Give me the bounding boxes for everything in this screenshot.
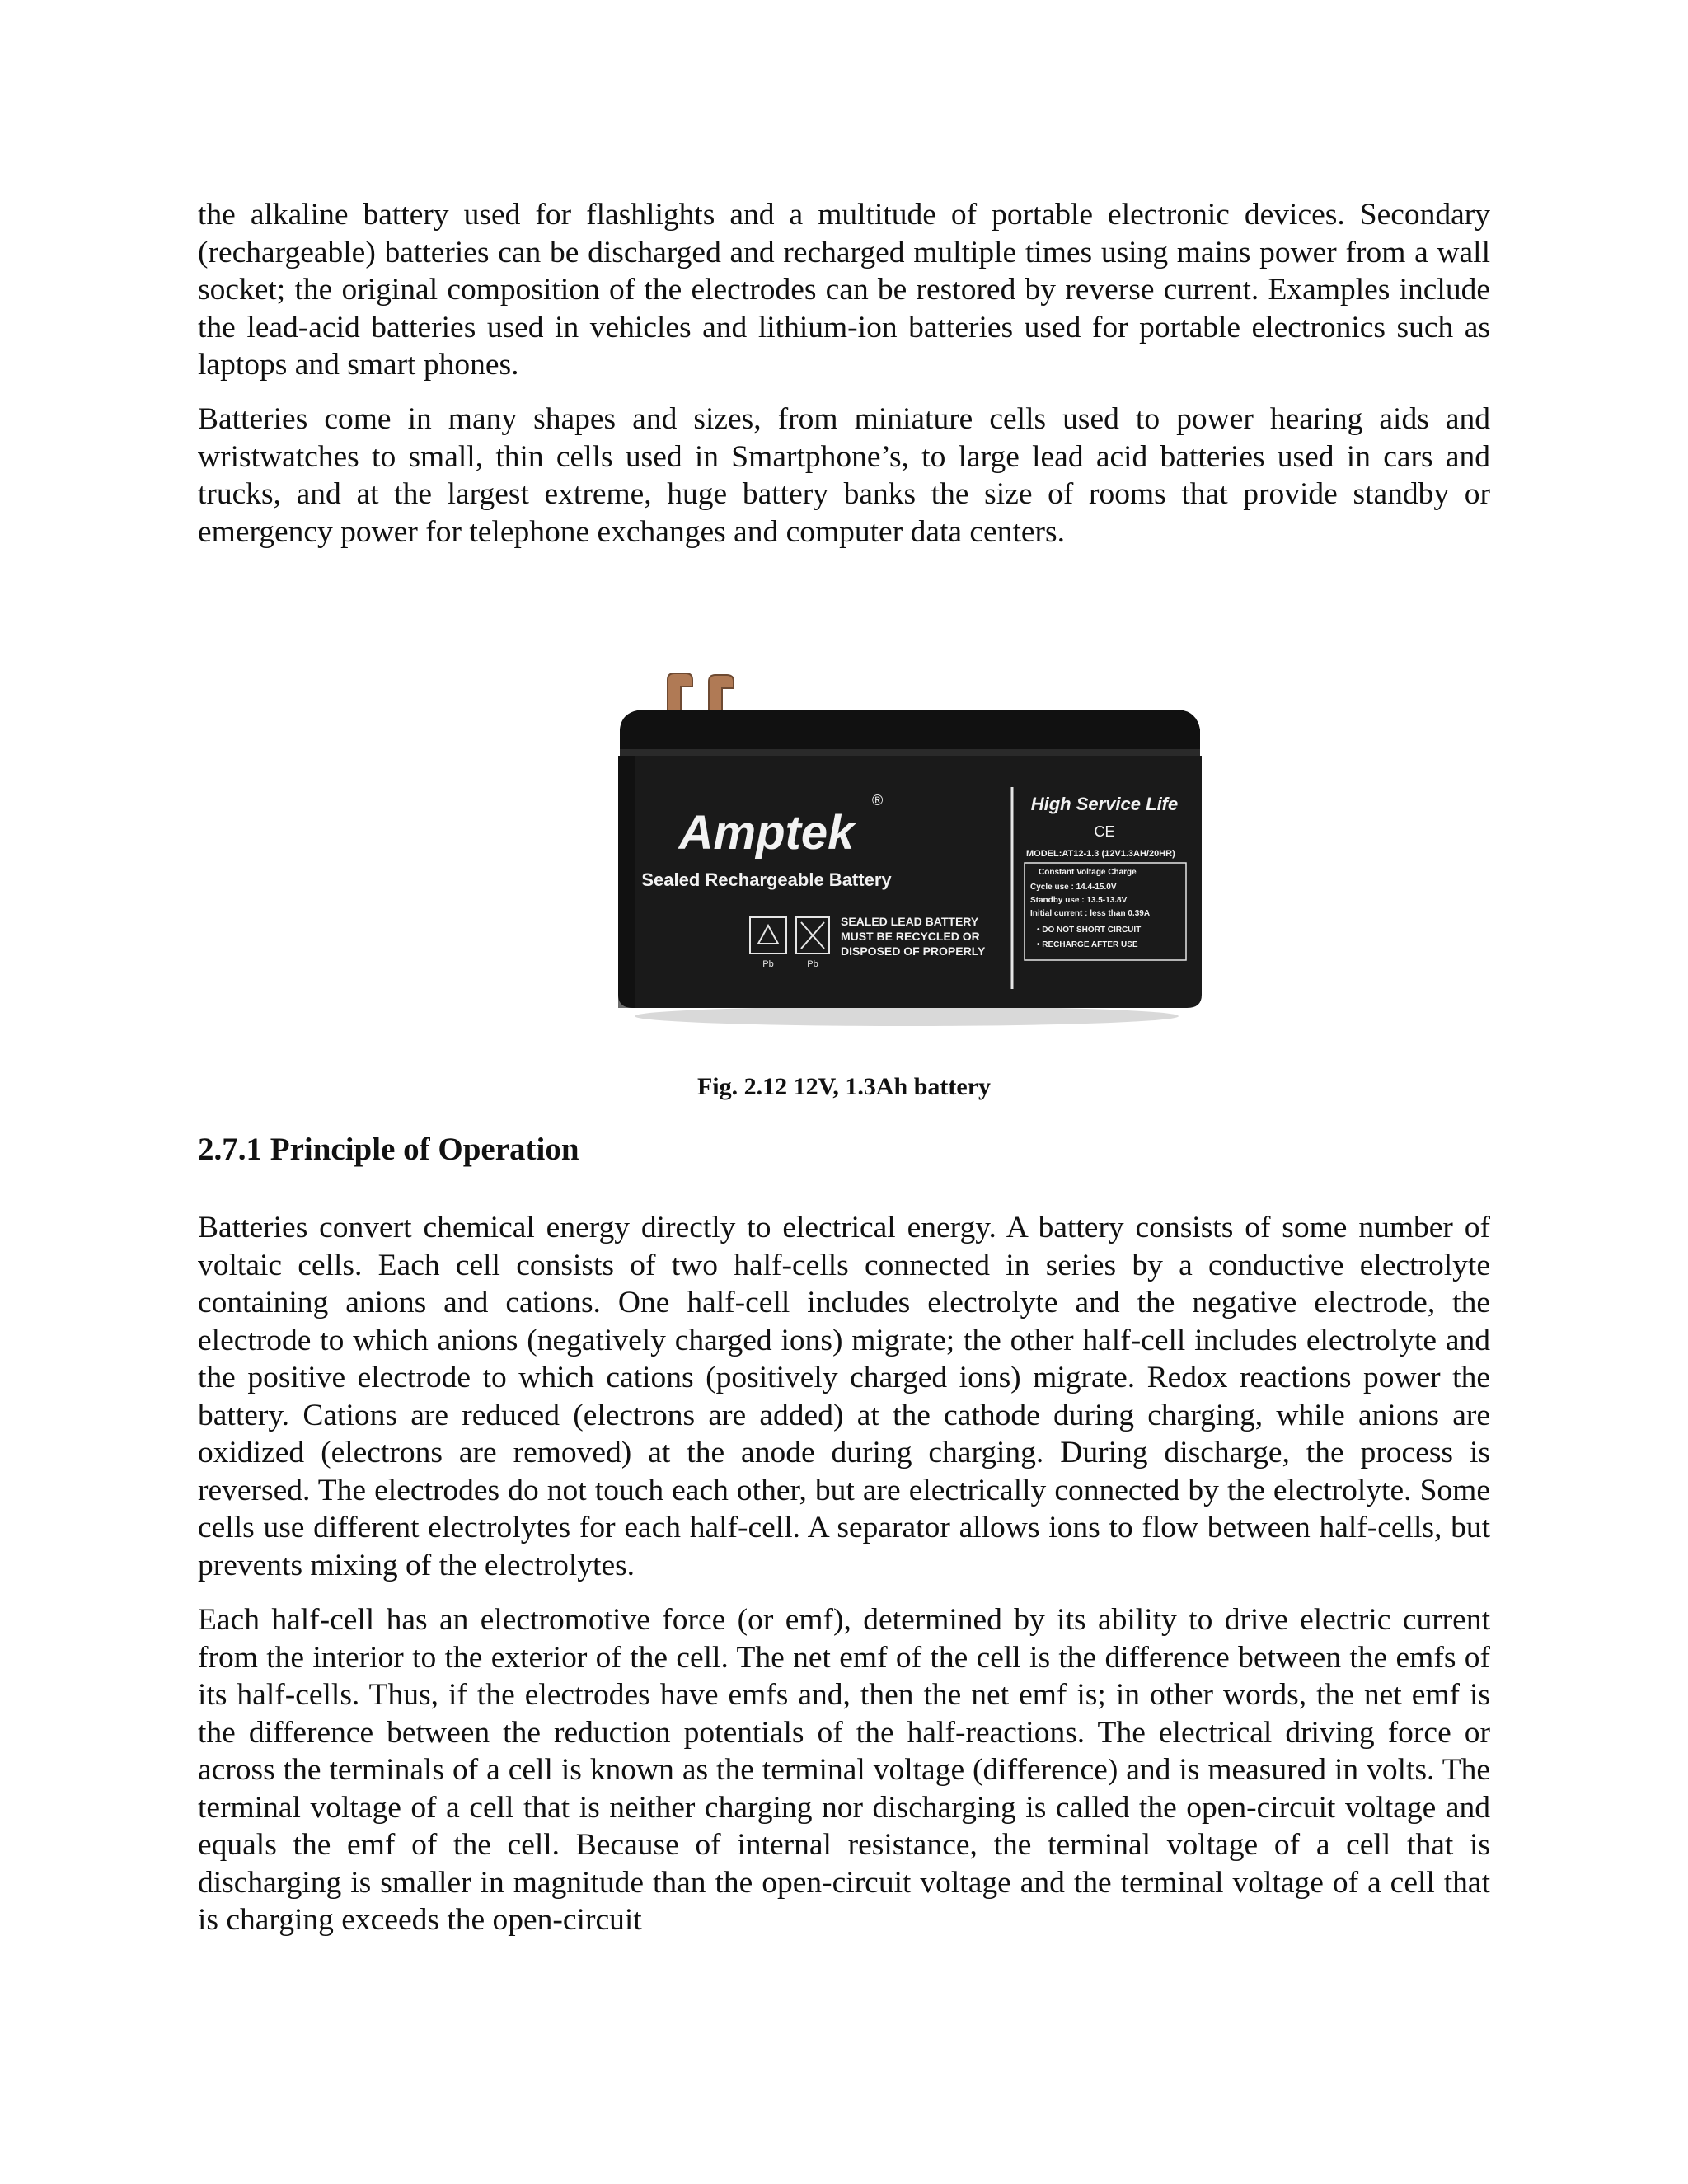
spec-warning-short: • DO NOT SHORT CIRCUIT	[1037, 926, 1142, 935]
battery-shadow	[635, 1006, 1179, 1026]
paragraph-electromotive-force	[198, 1601, 1490, 1939]
battery-lid	[620, 710, 1200, 756]
ce-mark: CE	[1094, 823, 1115, 840]
recycle-notice-line-2: MUST BE RECYCLED OR	[841, 930, 980, 943]
brand-logo: Amptek	[678, 806, 855, 860]
spec-cycle-use: Cycle use : 14.4-15.0V	[1030, 883, 1117, 892]
spec-standby-use: Standby use : 13.5-13.8V	[1030, 896, 1128, 905]
recycle-notice-line-3: DISPOSED OF PROPERLY	[841, 944, 986, 958]
paragraph-text: Each half-cell has an electromotive force (or emf), determined by its ability to drive electric current from the interior to the exterior of the cell. The net emf of the cell is the difference between the emfs of its half-cells. Thus, if the electrodes have emfs and, then the net emf is; in other words, the net emf is the difference between the reduction potentials of the half-reactions. The electrical driving force or across the terminals of a cell is known as the terminal voltage (difference) and is measured in volts. The terminal voltage of a cell that is neither charging nor discharging is called the open-circuit voltage and equals the emf of the cell. Because of internal resistance, the terminal voltage of a cell that is discharging is smaller in magnitude than the open-circuit voltage and the terminal voltage of a cell that is charging exceeds the open-circuit	[198, 1603, 1490, 1937]
pb-label-2: Pb	[807, 959, 818, 969]
paragraph-battery-sizes	[198, 401, 1490, 551]
paragraph-text: Batteries come in many shapes and sizes, from miniature cells used to power hearing aids and wristwatches to small, thin cells used in Smartphone’s, to large lead acid batteries used in cars and trucks, and at the largest extreme, huge battery banks the size of rooms that provide standby or emergency power for telephone exchanges and computer data centers.	[198, 402, 1490, 549]
section-heading: 2.7.1 Principle of Operation	[198, 1132, 579, 1167]
recycle-notice-line-1: SEALED LEAD BATTERY	[841, 915, 979, 928]
pb-label: Pb	[762, 959, 774, 969]
battery-figure	[610, 663, 1203, 1034]
paragraph-secondary-batteries	[198, 196, 1490, 384]
spec-model: MODEL:AT12-1.3 (12V1.3AH/20HR)	[1026, 849, 1175, 859]
registered-mark: ®	[872, 792, 884, 808]
paragraph-principle-of-operation	[198, 1209, 1490, 1584]
spec-warning-recharge: • RECHARGE AFTER USE	[1037, 940, 1138, 949]
paragraph-text: the alkaline battery used for flashlights and a multitude of portable electronic devices. Secondary (rechargeable) batteries can be discharged and recharged multiple times using mains power from a wall socket; the original composition of the electrodes can be restored by reverse current. Examples include the lead-acid batteries used in vehicles and lithium-ion batteries used for portable electronics such as laptops and smart phones.	[198, 198, 1490, 382]
product-line-label: Sealed Rechargeable Battery	[641, 869, 892, 890]
paragraph-text: Batteries convert chemical energy directly to electrical energy. A battery consists of some number of voltaic cells. Each cell consists of two half-cells connected in series by a conductive electrolyte containing anions and cations. One half-cell includes electrolyte and the negative electrode, the electrode to which anions (negatively charged ions) migrate; the other half-cell includes electrolyte and the positive electrode to which cations (positively charged ions) migrate. Redox reactions power the battery. Cations are reduced (electrons are added) at the cathode during charging, while anions are oxidized (electrons are removed) at the anode during charging. During discharge, the process is reversed. The electrodes do not touch each other, but are electrically connected by the electrolyte. Some cells use different electrolytes for each half-cell. A separator allows ions to flow between half-cells, but prevents mixing of the electrolytes.	[198, 1211, 1490, 1582]
figure-caption: Fig. 2.12 12V, 1.3Ah battery	[696, 1073, 992, 1100]
case-left-shade	[618, 756, 635, 1008]
spec-charge-title: Constant Voltage Charge	[1039, 868, 1137, 877]
tagline-label: High Service Life	[1030, 794, 1179, 814]
spec-initial-current: Initial current : less than 0.39A	[1030, 909, 1151, 918]
battery-illustration	[610, 663, 1203, 1034]
